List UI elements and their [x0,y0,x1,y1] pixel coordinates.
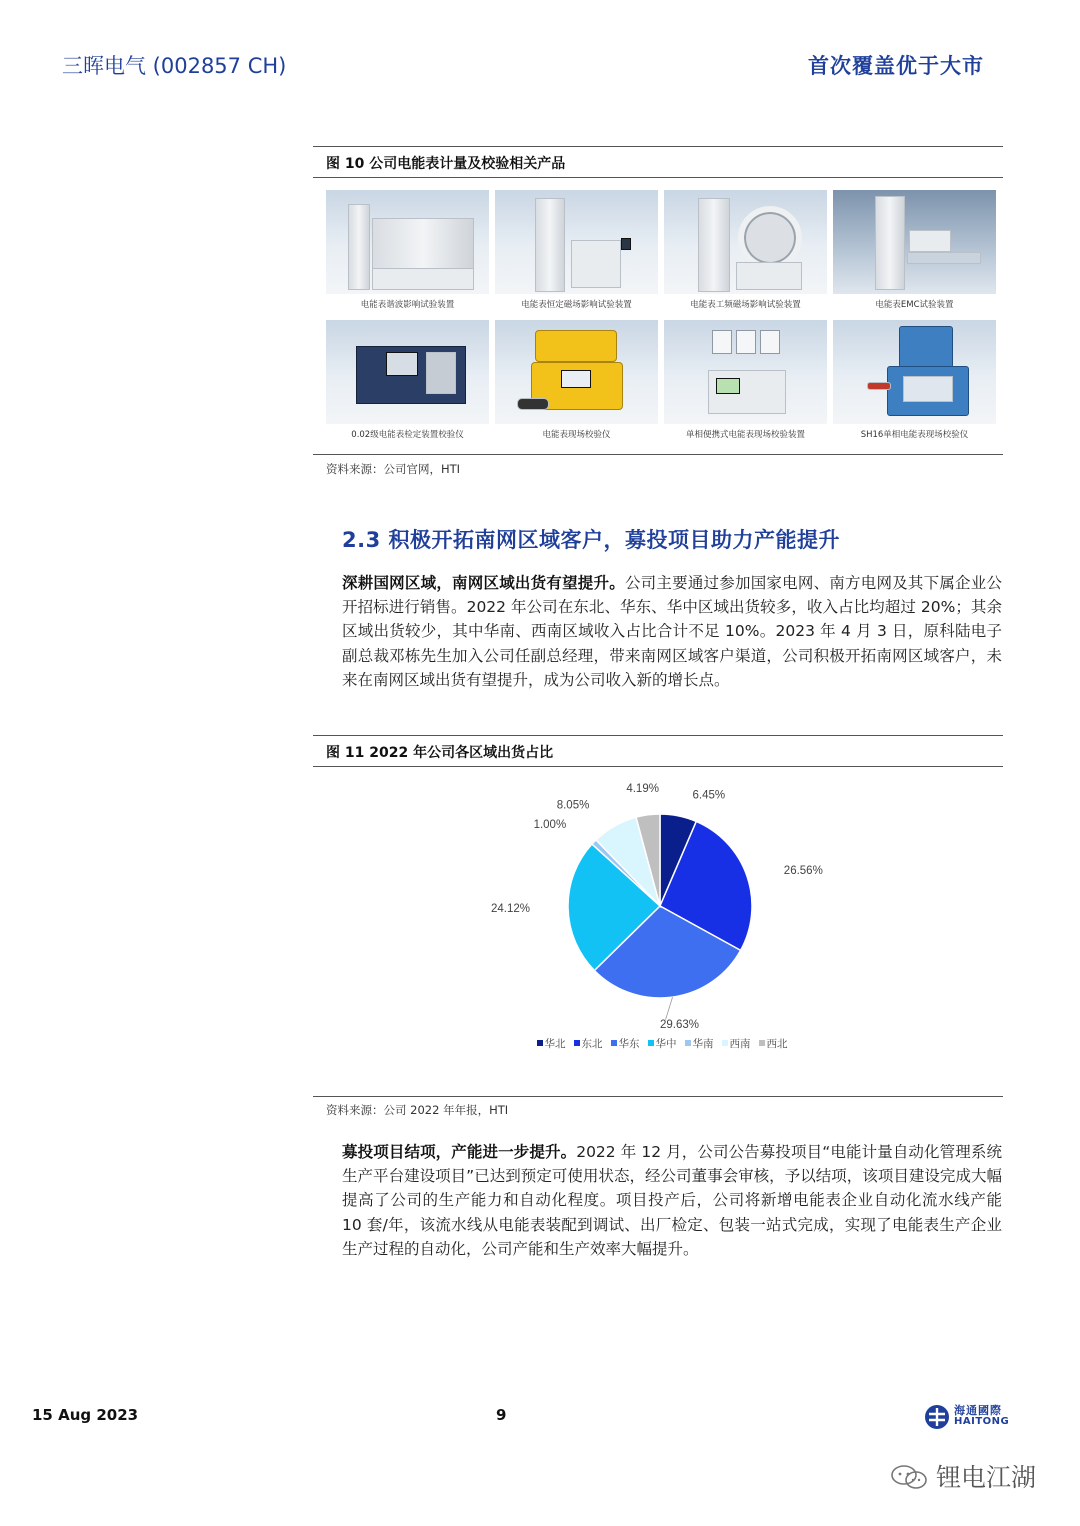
figure10-source: 资料来源：公司官网，HTI [326,462,461,476]
pie-data-label: 8.05% [556,799,590,812]
yellow-case-icon [495,320,658,424]
product-card [833,190,996,312]
pie-data-label: 1.00% [533,818,567,831]
product-card [326,190,489,312]
product-caption: SH16单相电能表现场校验仪 [860,430,969,440]
legend-swatch [722,1040,728,1046]
watermark-text: 锂电江湖 [935,1463,1036,1492]
figure11-title-rule [313,766,1003,767]
logo-text-en: HAITONG [954,1416,1010,1427]
figure11-source: 资料来源：公司 2022 年年报，HTI [326,1103,509,1117]
blue-case-icon [833,320,996,424]
pie-leader-line [666,997,673,1020]
legend-swatch [759,1040,765,1046]
rack-test-bench-icon [326,190,489,294]
pie-data-label: 29.63% [660,1018,700,1031]
watermark [890,1458,1036,1494]
product-caption: 电能表恒定磁场影响试验装置 [521,300,632,310]
section-title: 2.3 积极开拓南网区域客户，募投项目助力产能提升 [342,528,841,552]
product-card [664,190,827,312]
figure10-title: 图 10 公司电能表计量及校验相关产品 [326,156,566,172]
legend-swatch [537,1040,543,1046]
meter-bench-icon [664,320,827,424]
report-rating: 首次覆盖优于大市 [808,54,984,78]
logo-text-cn: 海通國際 [954,1404,1002,1417]
paragraph-body: 公司主要通过参加国家电网、南方电网及其下属企业公开招标进行销售。2022 年公司在东北、华东、华中区域出货较多，收入占比均超过 20%；其余区域出货较少，其中华南、西南区域收入占比合计不足 10%。2023 年 4 月 3 日，原科陆电子副总裁邓栋先生加入公司任副总经理，带来南网区域客户渠道，公司积极开拓南网区域客户，未来在南网区域出货有望提升，成为公司收入新的增长点。 [342,574,1002,689]
wechat-icon [890,1464,928,1490]
figure10-top-rule [313,146,1003,147]
legend-label: 西南 [729,1038,751,1050]
paragraph-body: 2022 年 12 月，公司公告募投项目“电能计量自动化管理系统生产平台建设项目”已达到预定可使用状态，经公司董事会审核，予以结项，该项目建设完成大幅提高了公司的生产能力和自动化程度。项目投产后，公司将新增电能表企业自动化流水线产能 10 套/年，该流水线从电能表装配到调试、出厂检定、包装一站式完成，实现了电能表生产企业生产过程的自动化，公司产能和生产效率大幅提升。 [342,1143,1002,1258]
pie-data-label: 6.45% [692,789,726,802]
pie-data-label: 24.12% [491,903,531,916]
legend-item [759,1038,788,1050]
legend-swatch [611,1040,617,1046]
legend-swatch [574,1040,580,1046]
legend-item [648,1038,677,1050]
figure11-title: 图 11 2022 年公司各区域出货占比 [326,745,554,761]
legend-label: 华北 [544,1038,566,1050]
haitong-logo-icon [924,1404,950,1430]
report-company-ticker: 三晖电气 (002857 CH) [62,54,287,78]
legend-swatch [685,1040,691,1046]
paragraph-lead: 募投项目结项，产能进一步提升。 [342,1143,577,1161]
product-caption: 电能表谐波影响试验装置 [360,300,455,310]
emc-device-icon [833,190,996,294]
product-caption: 电能表EMC试验装置 [875,300,954,310]
pie-legend [326,1036,998,1051]
product-card [833,320,996,442]
product-card [664,320,827,442]
product-card [326,320,489,442]
pie-chart-svg [326,780,998,1040]
pie-data-label: 4.19% [626,783,659,796]
product-caption: 单相便携式电能表现场校验装置 [685,430,805,440]
paragraph-regional-sales [342,571,1002,692]
legend-label: 华中 [655,1038,677,1050]
figure11-bottom-rule [313,1096,1003,1097]
haitong-logo [924,1402,1014,1434]
legend-item [537,1038,566,1050]
calibrator-icon [326,320,489,424]
legend-item [685,1038,714,1050]
paragraph-lead: 深耕国网区域，南网区域出货有望提升。 [342,574,625,592]
product-caption: 0.02级电能表检定装置校验仪 [351,430,464,440]
product-caption: 电能表工频磁场影响试验装置 [690,300,801,310]
legend-label: 华东 [618,1038,640,1050]
coil-device-icon [664,190,827,294]
legend-swatch [648,1040,654,1046]
footer-date: 15 Aug 2023 [32,1406,139,1424]
product-caption: 电能表现场校验仪 [542,430,611,440]
figure10-product-grid [326,190,998,442]
figure10-bottom-rule [313,454,1003,455]
page-number: 9 [496,1406,507,1424]
pie-chart [326,780,998,1080]
figure10-title-rule [313,177,1003,178]
cabinet-device-icon [495,190,658,294]
product-card [495,190,658,312]
paragraph-fundraising-project [342,1140,1002,1261]
legend-item [722,1038,751,1050]
legend-label: 东北 [581,1038,603,1050]
legend-label: 华南 [692,1038,714,1050]
figure11-top-rule [313,735,1003,736]
legend-item [574,1038,603,1050]
legend-item [611,1038,640,1050]
legend-label: 西北 [766,1038,788,1050]
pie-data-label: 26.56% [783,865,823,878]
product-card [495,320,658,442]
